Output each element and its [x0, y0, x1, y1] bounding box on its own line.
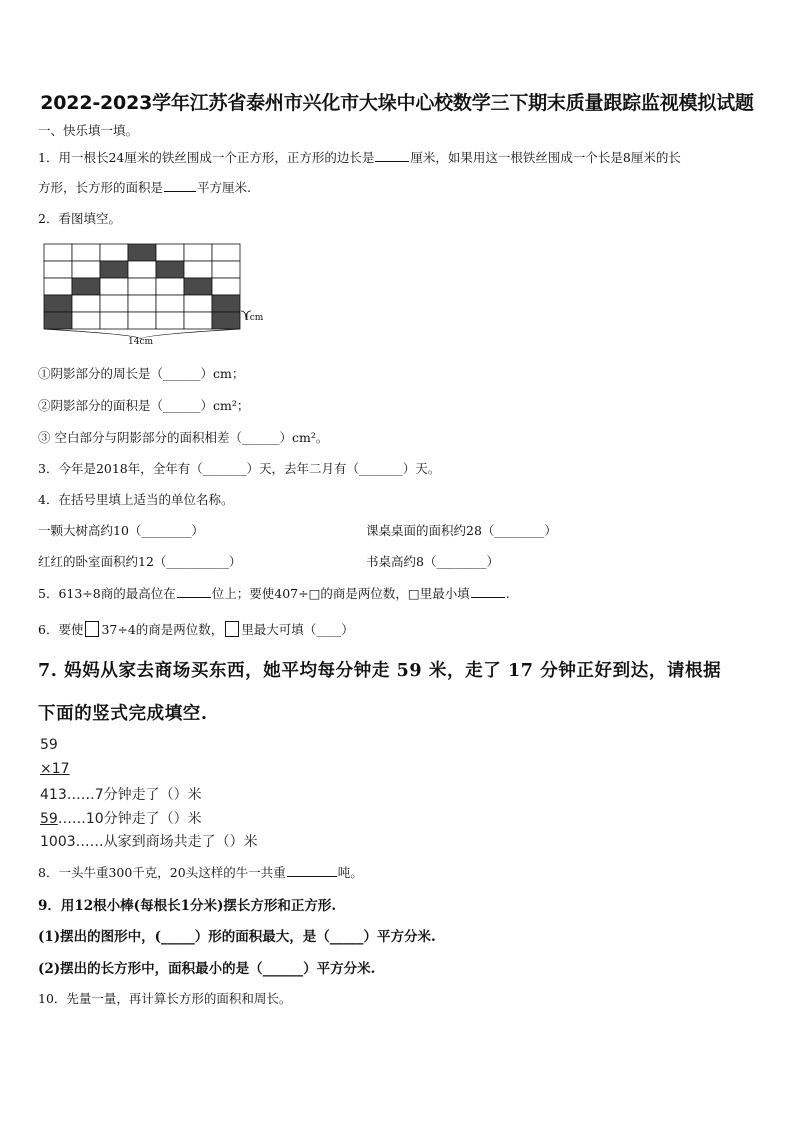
question-9-sub-2: (2)摆出的长方形中，面积最小的是（______）平方分米.	[38, 961, 376, 977]
calc-line-4-text: ……10分钟走了（）米	[57, 811, 202, 827]
question-2-sub-2: ②阴影部分的面积是（______）cm²；	[38, 398, 250, 413]
blank-cell	[44, 278, 72, 295]
question-1-line-1	[38, 148, 681, 166]
blank-cell	[128, 312, 156, 329]
q5-blank-2[interactable]	[471, 585, 505, 598]
shaded-cell	[212, 295, 240, 312]
q5-text-c: .	[505, 586, 510, 601]
blank-cell	[72, 261, 100, 278]
question-2-sub-1: ①阴影部分的周长是（______）cm；	[38, 366, 245, 381]
q8-text-a: 8．一头牛重300千克，20头这样的牛一共重	[38, 865, 286, 880]
blank-cell	[100, 295, 128, 312]
width-label: 14cm	[128, 337, 154, 347]
blank-cell	[156, 312, 184, 329]
q1-text-a: 1．用一根长24厘米的铁丝围成一个正方形，正方形的边长是	[38, 150, 375, 165]
blank-cell	[72, 295, 100, 312]
page-title: 2022-2023学年江苏省泰州市兴化市大垛中心校数学三下期末质量跟踪监视模拟试题	[40, 92, 754, 114]
blank-cell	[128, 261, 156, 278]
question-10: 10．先量一量，再计算长方形的面积和周长。	[38, 991, 292, 1006]
section-heading: 一、快乐填一填。	[38, 123, 139, 138]
q1-blank-area[interactable]	[164, 179, 196, 192]
blank-cell	[72, 244, 100, 261]
blank-cell	[72, 312, 100, 329]
shaded-cell	[44, 295, 72, 312]
shaded-cell	[212, 312, 240, 329]
grid-figure	[43, 243, 283, 349]
shaded-cell	[72, 278, 100, 295]
calc-line-3: 413……7分钟走了（）米	[40, 787, 202, 803]
q1-blank-side[interactable]	[375, 149, 409, 162]
shaded-cell	[44, 312, 72, 329]
blank-cell	[184, 244, 212, 261]
q6-box-2[interactable]	[225, 621, 239, 637]
q8-text-b: 吨。	[337, 865, 363, 880]
calc-line-1: 59	[40, 737, 58, 753]
blank-cell	[100, 244, 128, 261]
q1-text-b: 厘米，如果用这一根铁丝围成一个长是8厘米的长	[410, 150, 681, 165]
blank-cell	[156, 244, 184, 261]
q8-blank[interactable]	[287, 864, 337, 877]
q5-text-a: 5．613÷8商的最高位在	[38, 586, 176, 601]
grid-cells	[44, 244, 240, 329]
question-6	[38, 620, 354, 638]
blank-cell	[212, 278, 240, 295]
question-9-sub-1: (1)摆出的图形中，(_____）形的面积最大，是（_____）平方分米.	[38, 929, 436, 945]
q6-box-1[interactable]	[85, 621, 99, 637]
blank-cell	[100, 278, 128, 295]
q1-text-d: 平方厘米.	[197, 180, 251, 195]
blank-cell	[44, 261, 72, 278]
q6-text-b: 37÷4的商是两位数，	[101, 622, 224, 637]
question-1-line-2	[38, 178, 251, 196]
q5-text-b: 位上；要使407÷□的商是两位数，□里最小填	[211, 586, 470, 601]
height-label: 1cm	[244, 313, 264, 323]
blank-cell	[100, 312, 128, 329]
shaded-cell	[184, 278, 212, 295]
q6-text-a: 6．要使	[38, 622, 84, 637]
question-4-c: 红红的卧室面积约12（__________）	[38, 554, 242, 569]
blank-cell	[184, 261, 212, 278]
q6-text-c: 里最大可填（____）	[241, 622, 354, 637]
blank-cell	[128, 278, 156, 295]
question-9-stem: 9．用12根小棒(每根长1分米)摆长方形和正方形.	[38, 898, 337, 914]
blank-cell	[212, 244, 240, 261]
question-5	[38, 584, 510, 602]
question-2-sub-3: ③ 空白部分与阴影部分的面积相差（______）cm²。	[38, 430, 329, 445]
q1-text-c: 方形，长方形的面积是	[38, 180, 164, 195]
q5-blank-1[interactable]	[177, 585, 211, 598]
calc-line-4	[40, 808, 202, 828]
blank-cell	[184, 312, 212, 329]
question-4-stem: 4．在括号里填上适当的单位名称。	[38, 492, 234, 507]
question-2-stem: 2．看图填空。	[38, 211, 121, 226]
blank-cell	[128, 295, 156, 312]
calc-line-5: 1003……从家到商场共走了（）米	[40, 834, 258, 850]
question-8	[38, 863, 363, 881]
shaded-cell	[156, 261, 184, 278]
blank-cell	[44, 244, 72, 261]
question-4-a: 一颗大树高约10（________）	[38, 523, 204, 538]
question-4-d: 书桌高约8（________）	[366, 554, 499, 569]
blank-cell	[212, 261, 240, 278]
calc-line-4-number: 59	[40, 811, 58, 827]
blank-cell	[156, 295, 184, 312]
question-3: 3．今年是2018年，全年有（_______）天，去年二月有（_______）天。	[38, 461, 441, 476]
question-4-b: 课桌桌面的面积约28（________）	[366, 523, 557, 538]
calc-line-2: ×17	[40, 761, 70, 777]
question-7-line-2: 下面的竖式完成填空.	[38, 704, 208, 724]
shaded-cell	[100, 261, 128, 278]
blank-cell	[156, 278, 184, 295]
question-7-line-1: 7. 妈妈从家去商场买东西，她平均每分钟走 59 米，走了 17 分钟正好到达，请根据	[38, 661, 722, 681]
blank-cell	[184, 295, 212, 312]
shaded-cell	[128, 244, 156, 261]
